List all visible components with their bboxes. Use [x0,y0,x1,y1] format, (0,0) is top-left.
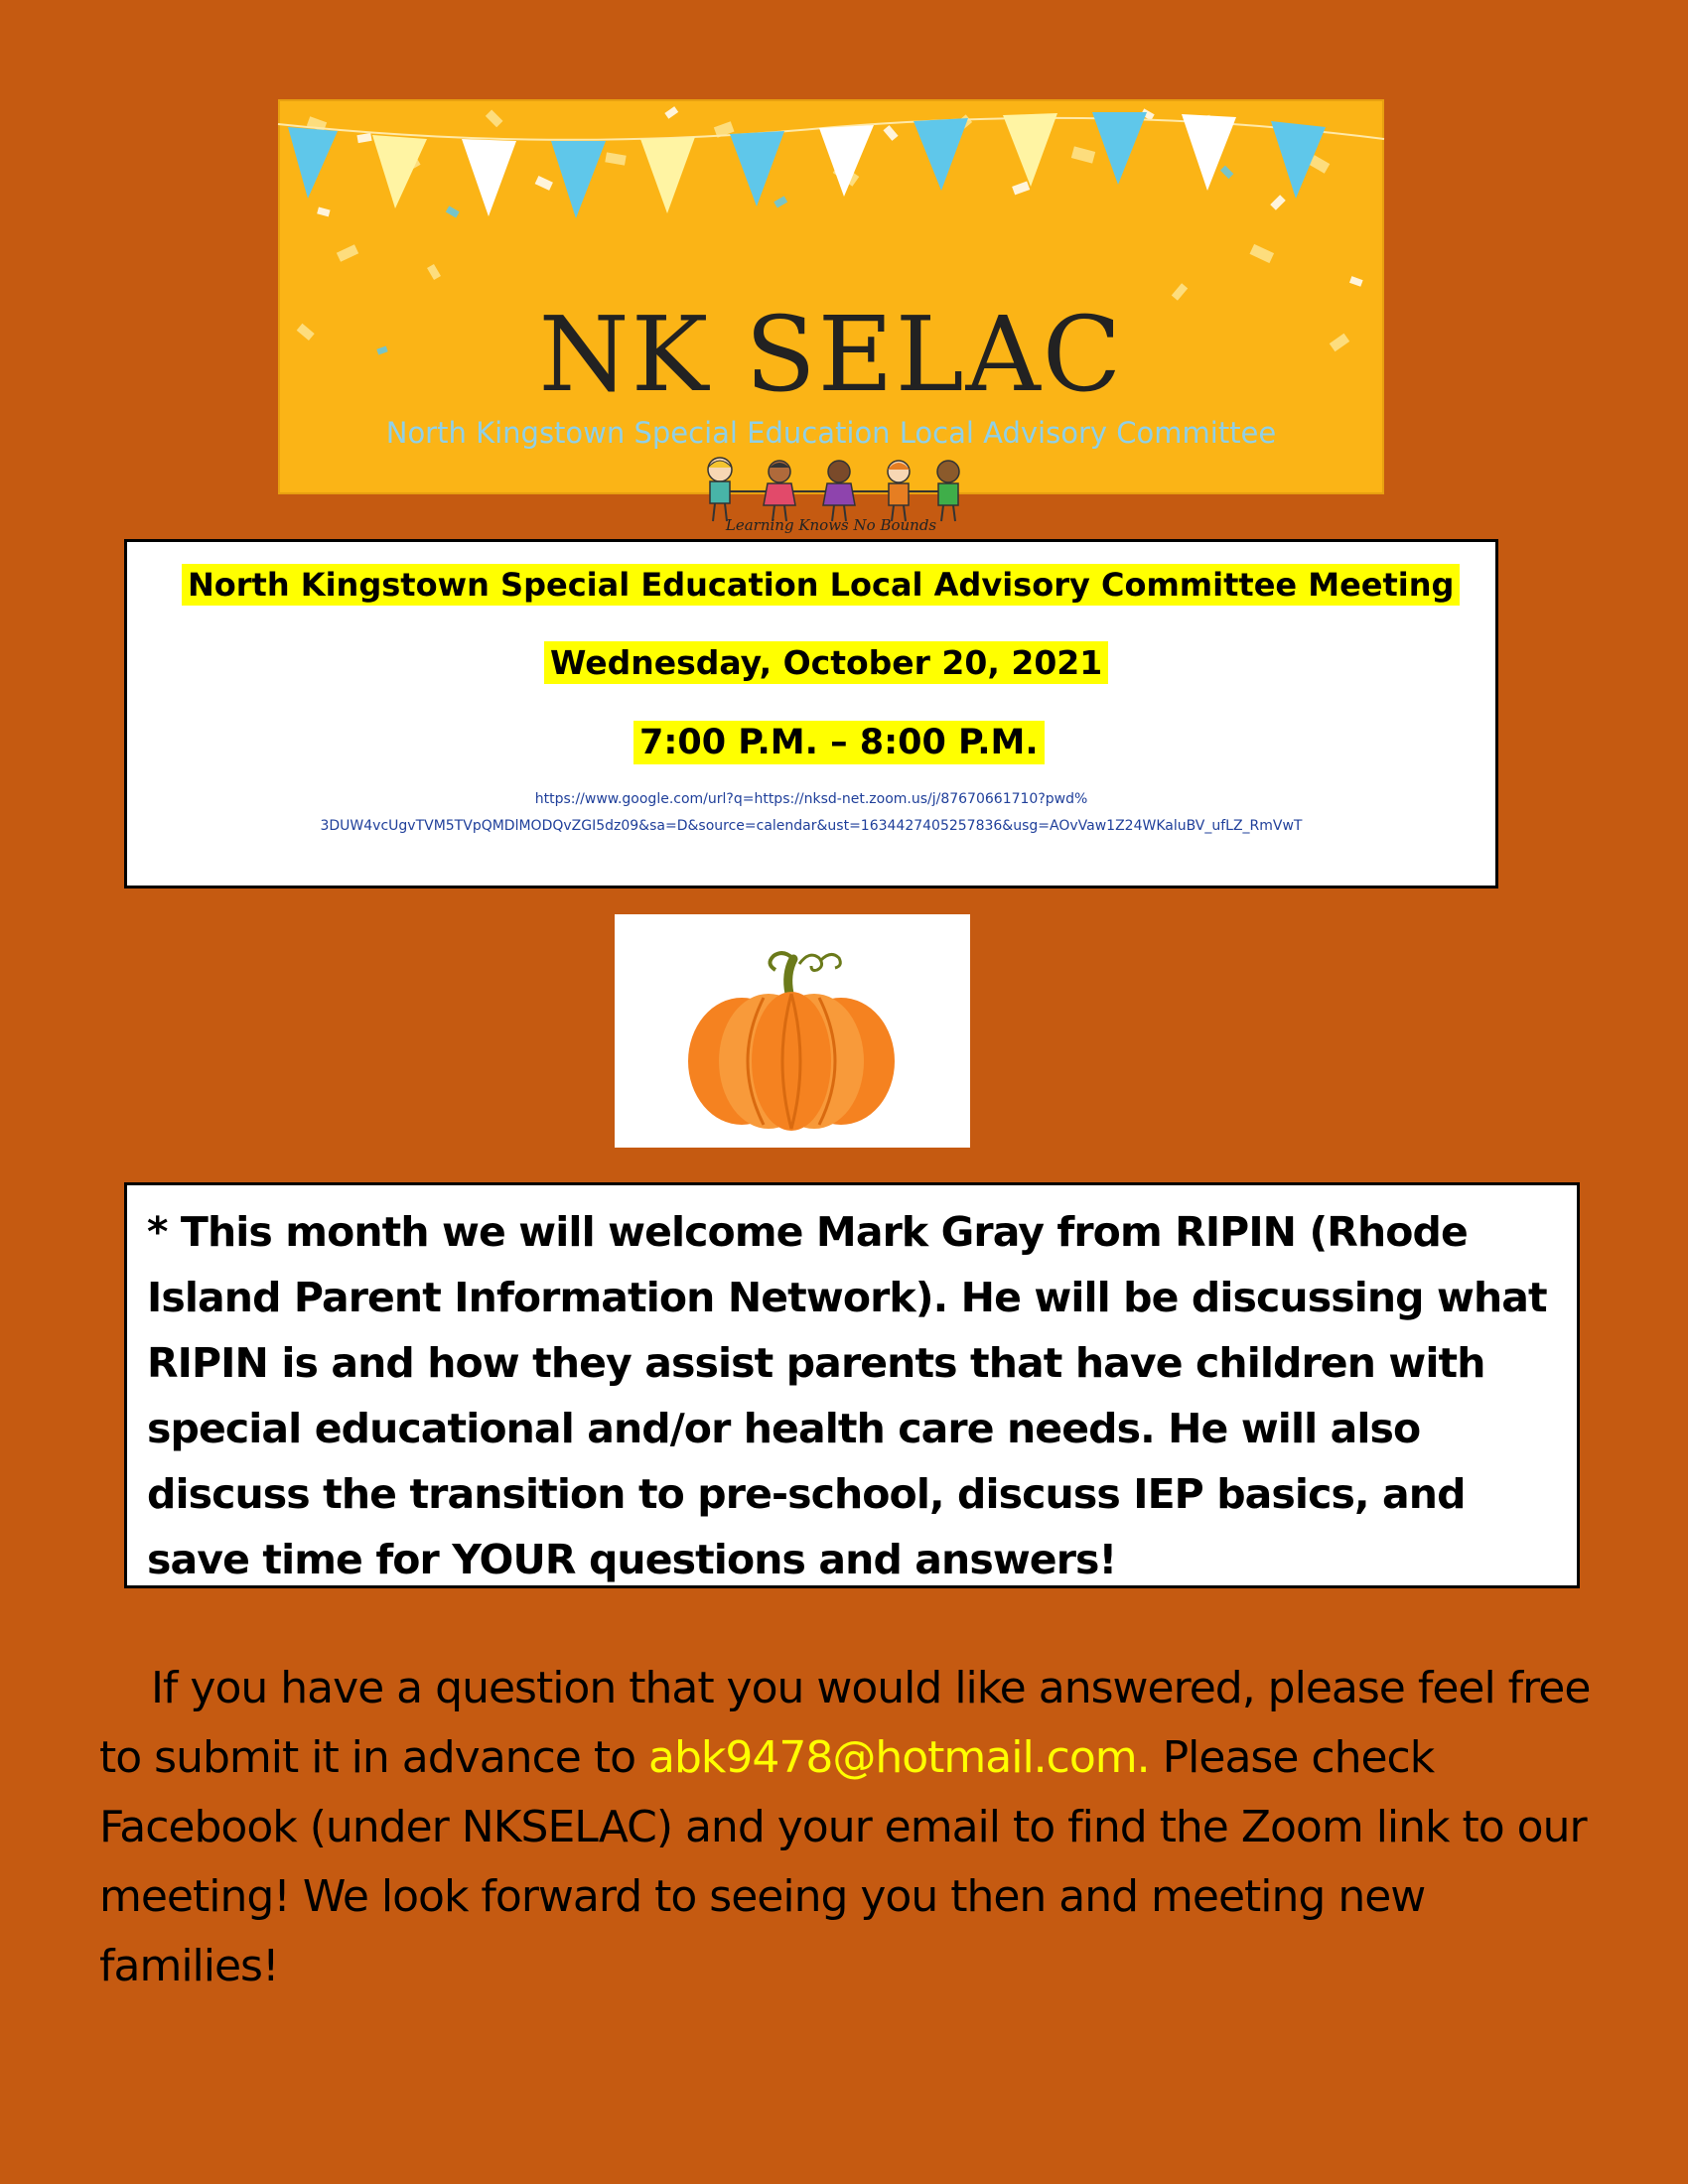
meeting-time: 7:00 P.M. – 8:00 P.M. [633,721,1045,764]
meeting-details-box [124,539,1498,888]
banner-subtitle: North Kingstown Special Education Local Advisory Committee [385,416,1277,450]
speaker-info-box [124,1182,1580,1588]
contact-email-link[interactable]: abk9478@hotmail.com. [647,1732,1150,1783]
speaker-info-text: * This month we will welcome Mark Gray from RIPIN (Rhode Island Parent Information Network). He will be discussing what RIPIN is and how they assist parents that have children with special educational and/or health care needs. He will also discuss the transition to pre-school, discuss IEP basics, and save time for YOUR questions and answers! [147,1208,1547,1583]
pumpkin-icon [615,914,970,1148]
selac-banner [278,99,1384,534]
meeting-title: North Kingstown Special Education Local Advisory Committee Meeting [182,564,1460,606]
banner-title: NK SELAC [538,294,1124,415]
zoom-link-line-2[interactable]: 3DUW4vcUgvTVM5TVpQMDlMODQvZGI5dz09&sa=D&source=calendar&ust=1634427405257836&usg=AOvVaw1Z24WKaluBV_ufLZ_RmVwT [320,818,1303,834]
closing-paragraph [99,1654,1599,2001]
pumpkin-image [615,914,970,1148]
zoom-link-line-1[interactable]: https://www.google.com/url?q=https://nksd-net.zoom.us/j/87670661710?pwd% [534,791,1088,807]
meeting-date: Wednesday, October 20, 2021 [544,641,1108,684]
zoom-meeting-link[interactable] [127,786,1495,840]
children-holding-hands-illustration [665,454,993,525]
banner-tagline: Learning Knows No Bounds [725,516,937,534]
closing-text-end: Please check Facebook (under NKSELAC) and your email to find the Zoom link to our meeting! We look forward to seeing you then and meeting new families! [99,1732,1587,1991]
closing-text-start: If you have a question that you would like answered, please feel free to submit it in advance to [99,1663,1591,1783]
